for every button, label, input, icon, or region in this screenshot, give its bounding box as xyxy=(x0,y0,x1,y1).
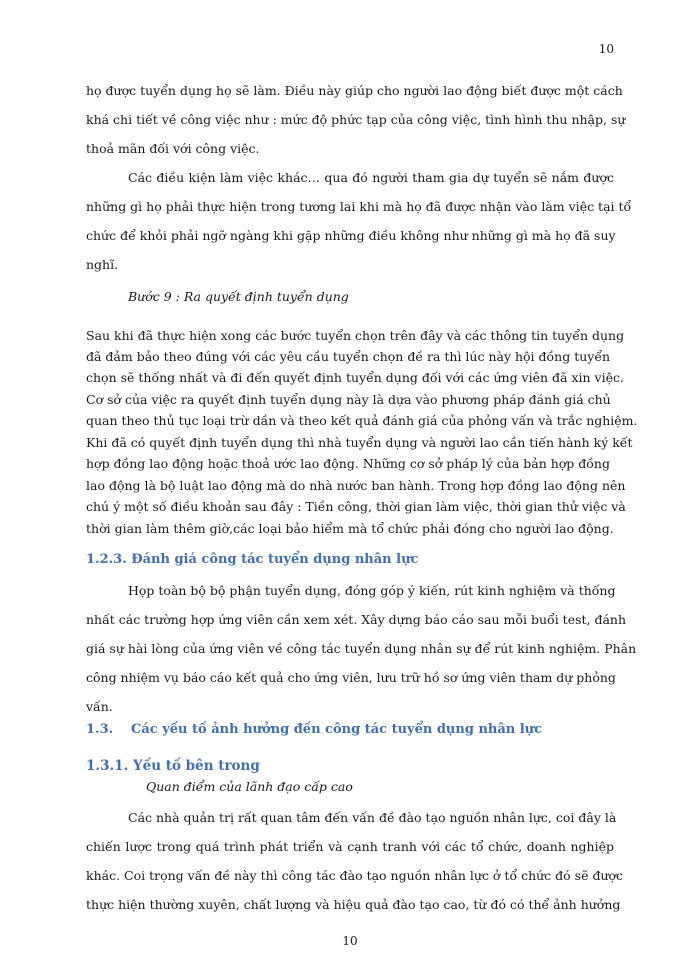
paragraph-line: vấn. xyxy=(86,699,113,714)
paragraph-line: nhất các trường hợp ứng viên cần xem xét. Xây dựng báo cáo sau mỗi buổi test, đánh xyxy=(86,612,627,627)
header-page-number: 10 xyxy=(598,42,614,56)
paragraph-line: thực hiện thường xuyên, chất lượng và hiệu quả đào tạo cao, từ đó có thể ảnh hưởng xyxy=(86,897,621,912)
paragraph-line: chiến lược trong quá trình phát triển và cạnh tranh với các tổ chức, doanh nghiệp xyxy=(86,839,614,854)
paragraph-line: Họp toàn bộ bộ phận tuyển dụng, đóng góp ý kiến, rút kinh nghiệm và thống xyxy=(128,583,616,598)
paragraph-line: thời gian làm thêm giờ,các loại bảo hiểm mà tổ chức phải đóng cho người lao động. xyxy=(86,521,614,536)
paragraph-line: Các điều kiện làm việc khác… qua đó người tham gia dự tuyển sẽ nắm được xyxy=(128,170,614,185)
paragraph-line: thoả mãn đối với công việc. xyxy=(86,141,260,156)
step-9-heading: Bước 9 : Ra quyết định tuyển dụng xyxy=(128,289,349,304)
paragraph-line: đã đảm bảo theo đúng với các yêu cầu tuyển chọn đề ra thì lúc này hội đồng tuyển xyxy=(86,349,611,364)
paragraph-line: quan theo thủ tục loại trừ dần và theo kết quả đánh giá của phỏng vấn và trắc nghiệm. xyxy=(86,413,638,428)
paragraph-line: lao động là bộ luật lao động mà do nhà nước ban hành. Trong hợp đồng lao động nên xyxy=(86,478,626,493)
section-heading-1-3-1: 1.3.1. Yếu tố bên trong xyxy=(86,758,260,774)
paragraph-line: chức để khỏi phải ngỡ ngàng khi gặp những điều không như những gì mà họ đã suy xyxy=(86,228,616,243)
paragraph-line: chú ý một số điều khoản sau đây : Tiền công, thời gian làm việc, thời gian thử việc và xyxy=(86,499,626,514)
section-heading-1-2-3: 1.2.3. Đánh giá công tác tuyển dụng nhân lực xyxy=(86,552,419,567)
paragraph-line: công nhiệm vụ báo cáo kết quả cho ứng viên, lưu trữ hồ sơ ứng viên tham dự phỏng xyxy=(86,670,616,685)
paragraph-line: những gì họ phải thực hiện trong tương lai khi mà họ đã được nhận vào làm việc tại tổ xyxy=(86,199,632,214)
section-title: Các yếu tố ảnh hưởng đến công tác tuyển dụng nhân lực xyxy=(131,722,543,737)
paragraph-line: Các nhà quản trị rất quan tâm đến vấn đề đào tạo nguồn nhân lực, coi đây là xyxy=(128,810,617,825)
subheading-leadership: Quan điểm của lãnh đạo cấp cao xyxy=(146,779,353,794)
paragraph-line: giá sự hài lòng của ứng viên về công tác tuyển dụng nhân sự để rút kinh nghiệm. Phân xyxy=(86,641,637,656)
section-number: 1.3. xyxy=(86,722,114,737)
paragraph-line: Khi đã có quyết định tuyển dụng thì nhà tuyển dụng và người lao cần tiến hành ký kết xyxy=(86,435,633,450)
paragraph-line: hợp đồng lao động hoặc thoả ước lao động. Những cơ sở pháp lý của bản hợp đồng xyxy=(86,456,610,471)
paragraph-line: Sau khi đã thực hiện xong các bước tuyển chọn trên đây và các thông tin tuyển dụng xyxy=(86,328,625,343)
paragraph-line: Cơ sở của việc ra quyết định tuyển dụng này là dựa vào phương pháp đánh giá chủ xyxy=(86,392,611,407)
footer-page-number: 10 xyxy=(342,934,358,948)
paragraph-line: họ được tuyển dụng họ sẽ làm. Điều này giúp cho người lao động biết được một cách xyxy=(86,83,623,98)
section-heading-1-3 xyxy=(86,722,542,737)
paragraph-line: chọn sẽ thống nhất và đi đến quyết định tuyển dụng đối với các ứng viên đã xin việc. xyxy=(86,370,624,385)
paragraph-line: khá chi tiết về công việc như : mức độ phức tạp của công việc, tình hình thu nhập, sự xyxy=(86,112,626,127)
paragraph-line: khác. Coi trọng vấn đề này thì công tác đào tạo nguồn nhân lực ở tổ chức đó sẽ được xyxy=(86,868,624,883)
paragraph-line: nghĩ. xyxy=(86,257,119,272)
